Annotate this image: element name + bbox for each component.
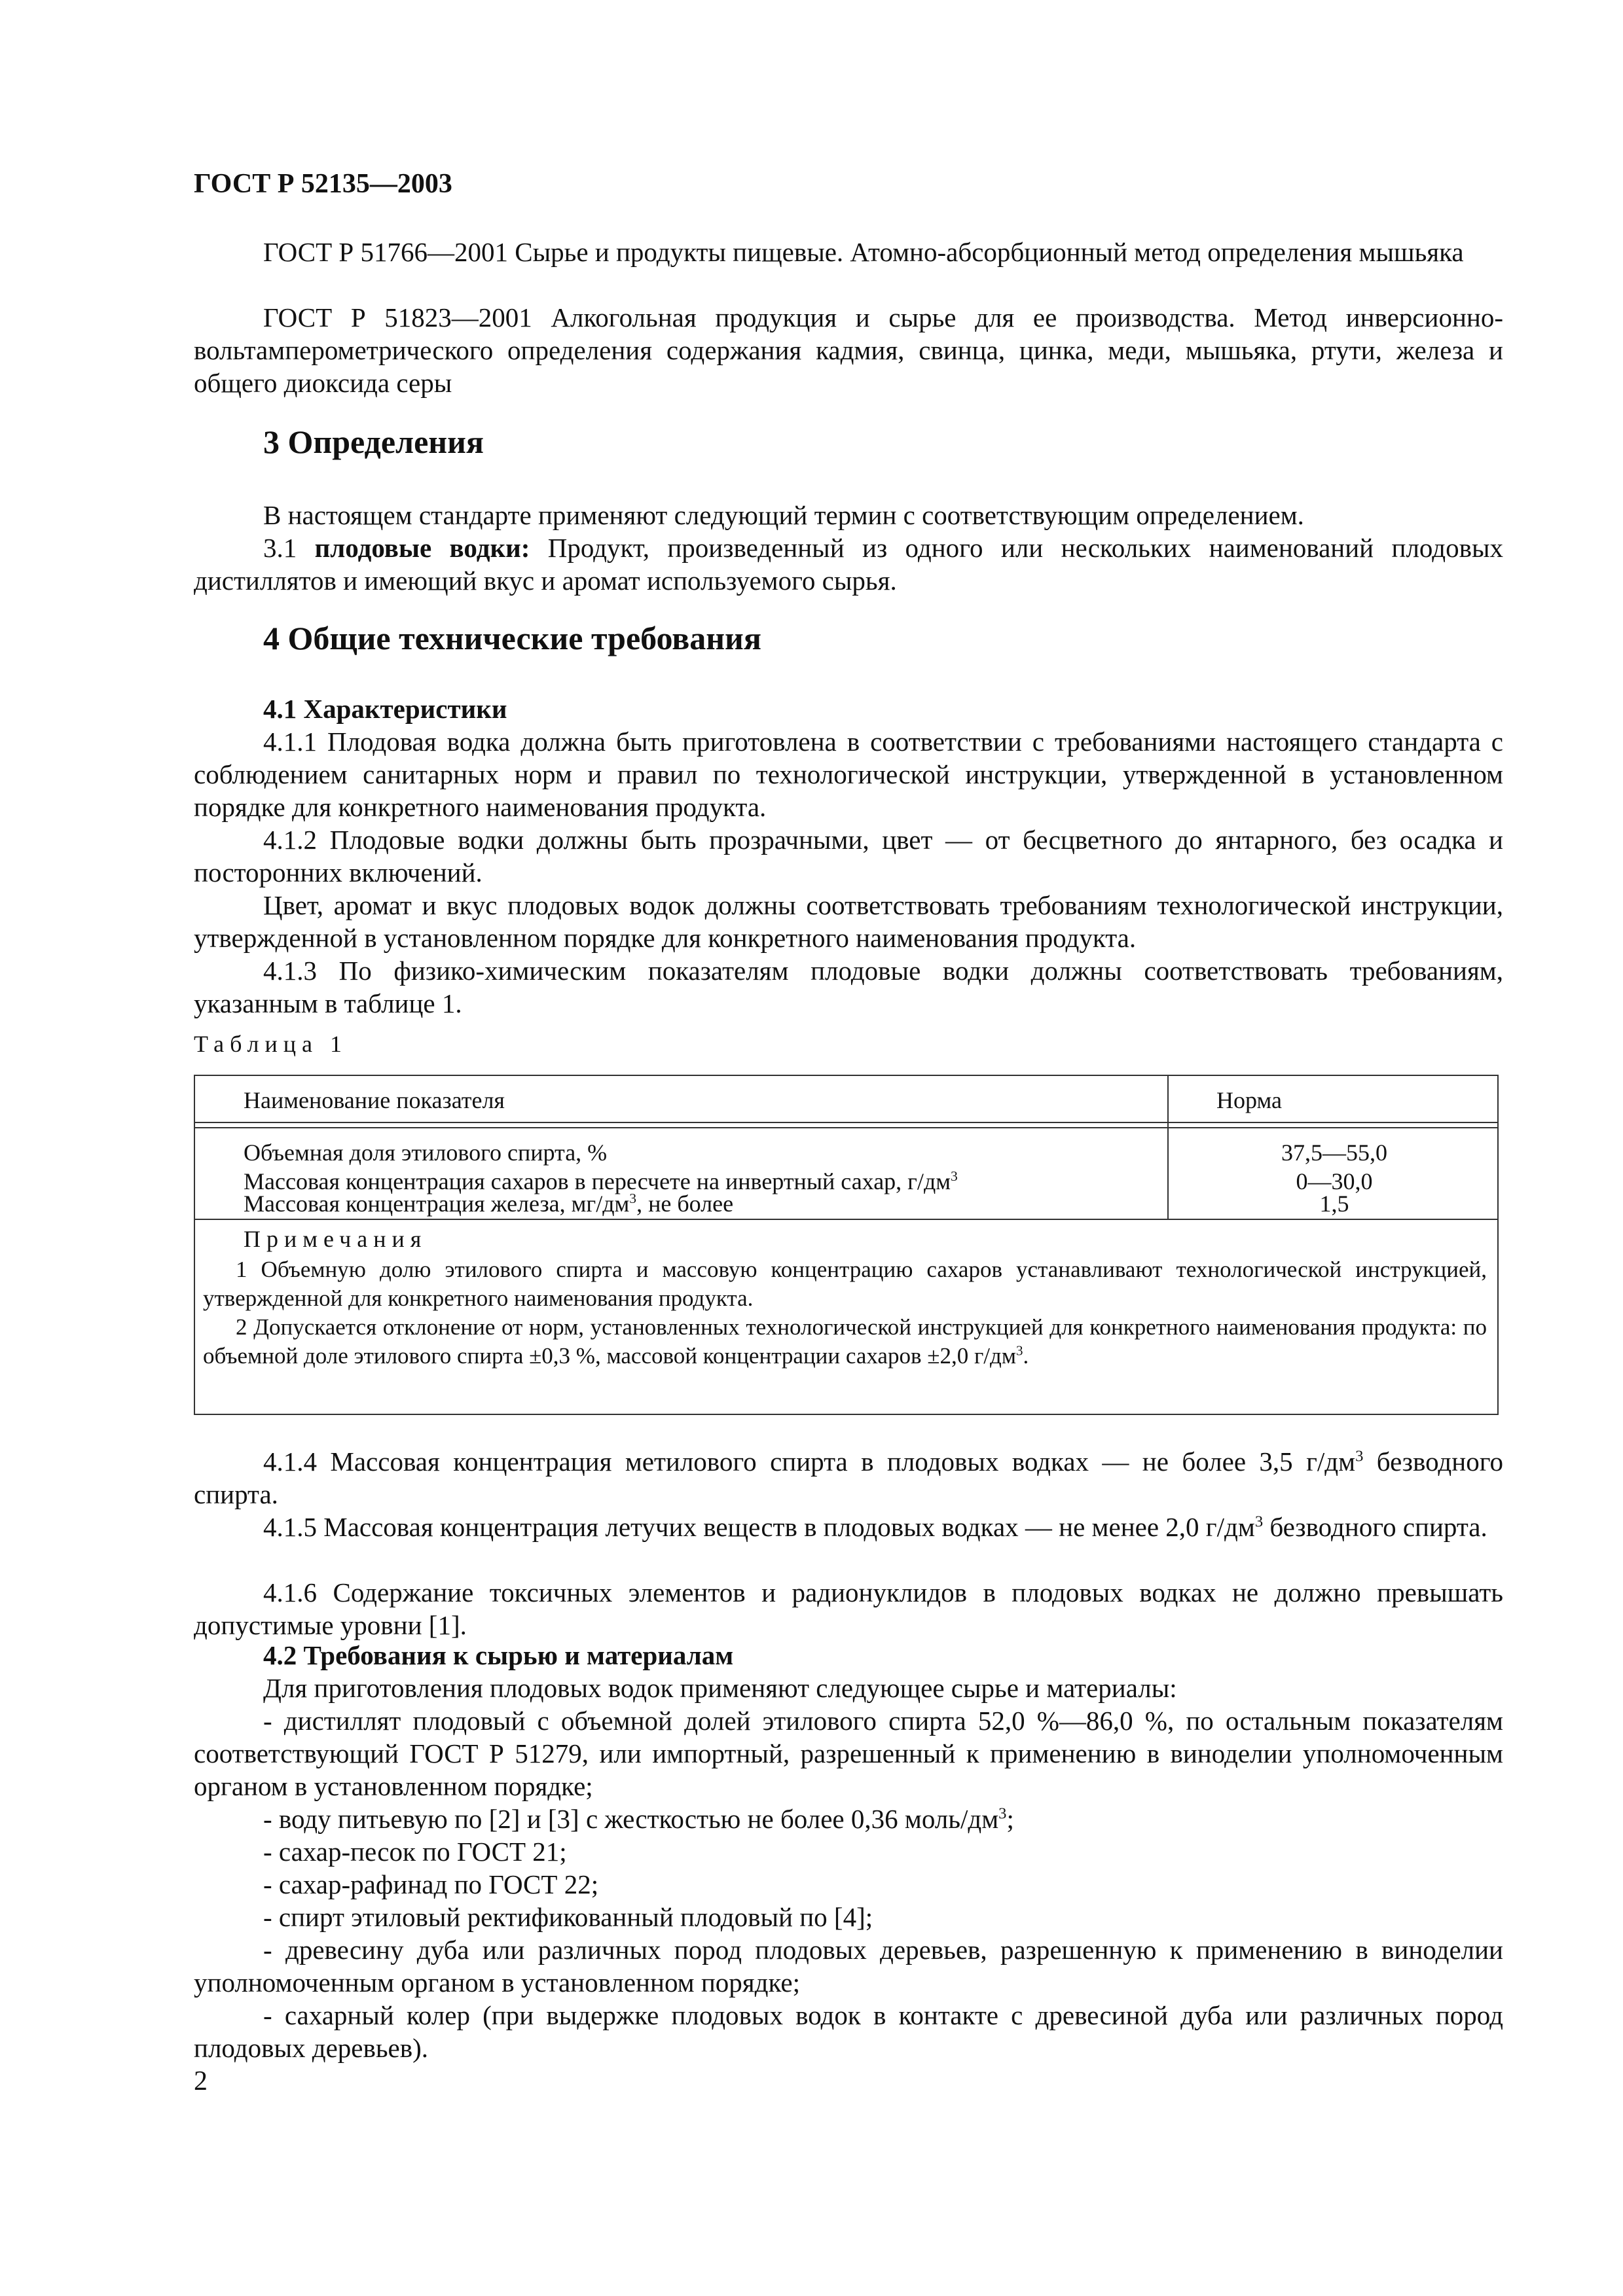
table-row-norm: 37,5—55,0 bbox=[1281, 1139, 1387, 1166]
paragraph-4-1-6: 4.1.6 Содержание токсичных элементов и радионуклидов в плодовых водках не должно превышать допустимые уровни [1]. bbox=[194, 1577, 1503, 1640]
table-col-header-name: Наименование показателя bbox=[244, 1087, 505, 1113]
table-notes-divider bbox=[195, 1219, 1497, 1220]
table-row-name: Массовая концентрация сахаров в пересчете на инвертный сахар, $г/дм^3$ bbox=[244, 1168, 958, 1194]
paragraph-4-1-3: 4.1.3 По физико-химическим показателям плодовые водки должны соответствовать требованиям, указанным в таблице 1. bbox=[194, 956, 1503, 1018]
paragraph-4-2-intro: Для приготовления плодовых водок применяют следующее сырье и материалы: bbox=[263, 1673, 1177, 1703]
definition-term: плодовые водки: bbox=[314, 533, 530, 563]
table-notes-title: Примечания bbox=[244, 1226, 428, 1252]
list-item-spirit: - спирт этиловый ректификованный плодовый по [4]; bbox=[263, 1902, 873, 1932]
ref-gost-51766: ГОСТ Р 51766—2001 Сырье и продукты пищевые. Атомно-абсорбционный метод определения мышьяка bbox=[263, 237, 1464, 267]
table-1 bbox=[194, 1075, 1499, 1415]
list-item-caramel: - сахарный колер (при выдержке плодовых водок в контакте с древесиной дуба или различных пород плодовых деревьев). bbox=[194, 2000, 1503, 2063]
definition-3-1 bbox=[194, 531, 1503, 597]
subsection-4-2-title: 4.2 Требования к сырью и материалам bbox=[263, 1640, 734, 1670]
list-item-wood: - древесину дуба или различных пород плодовых деревьев, разрешенную к применению в виноделии уполномоченным органом в установленном порядке; bbox=[194, 1935, 1503, 1998]
doc-code-header: ГОСТ Р 52135—2003 bbox=[194, 169, 452, 199]
paragraph-4-1-4: 4.1.4 Массовая концентрация метилового спирта в плодовых водках — не более 3,5 $г/дм^3$ безводного спирта. bbox=[194, 1446, 1503, 1509]
ref-gost-51823: ГОСТ Р 51823—2001 Алкогольная продукция и сырье для ее производства. Метод инверсионно-вольтамперометрического определения содержания кадмия, свинца, цинка, меди, мышьяка, ртути, железа и общего диоксида серы bbox=[194, 302, 1503, 398]
list-item-distillate: - дистиллят плодовый с объемной долей этилового спирта 52,0 %—86,0 %, по остальным показателям соответствующий ГОСТ Р 51279, или импортный, разрешенный к применению в виноделии уполномоченным органом в установленном порядке; bbox=[194, 1706, 1503, 1801]
section-3-title: 3 Определения bbox=[263, 423, 484, 460]
table-row-name: Массовая концентрация железа, $мг/дм^3$, не более bbox=[244, 1191, 734, 1217]
table-header-divider bbox=[195, 1122, 1497, 1123]
table-col-header-norm: Норма bbox=[1216, 1087, 1282, 1113]
paragraph-4-1-2: 4.1.2 Плодовые водки должны быть прозрачными, цвет — от бесцветного до янтарного, без осадка и посторонних включений. bbox=[194, 825, 1503, 888]
subsection-4-1-title: 4.1 Характеристики bbox=[263, 694, 507, 724]
table-note-2: 2 Допускается отклонение от норм, установленных технологической инструкцией для конкретного наименования продукта: по объемной доле этилового спирта ±0,3 %, массовой концентрации сахаров ±2,0 $г/дм^3$. bbox=[203, 1314, 1487, 1369]
paragraph-4-1-2-b: Цвет, аромат и вкус плодовых водок должны соответствовать требованиям технологической инструкции, утвержденной в установленном порядке для конкретного наименования продукта. bbox=[194, 890, 1503, 953]
table-row-norm: 1,5 bbox=[1319, 1191, 1349, 1217]
list-item-sugar-refined: - сахар-рафинад по ГОСТ 22; bbox=[263, 1869, 599, 1899]
table-header-divider-double bbox=[195, 1127, 1497, 1128]
section-3-intro: В настоящем стандарте применяют следующий термин с соответствующим определением. bbox=[263, 500, 1304, 530]
table-note-1: 1 Объемную долю этилового спирта и массовую концентрацию сахаров устанавливают технологической инструкцией, утвержденной для конкретного наименования продукта. bbox=[203, 1257, 1487, 1311]
table-caption: Таблица 1 bbox=[194, 1031, 348, 1057]
paragraph-4-1-1: 4.1.1 Плодовая водка должна быть приготовлена в соответствии с требованиями настоящего стандарта с соблюдением санитарных норм и правил по технологической инструкции, утвержденной в установленном порядке для конкретного наименования продукта. bbox=[194, 726, 1503, 822]
table-row-norm: 0—30,0 bbox=[1296, 1168, 1373, 1194]
list-item-water: - воду питьевую по [2] и [3] с жесткостью не более 0,36 моль/$дм^3$; bbox=[263, 1804, 1014, 1834]
paragraph-4-1-5: 4.1.5 Массовая концентрация летучих веществ в плодовых водках — не менее 2,0 $г/дм^3$ безводного спирта. bbox=[263, 1512, 1487, 1542]
list-item-sugar-sand: - сахар-песок по ГОСТ 21; bbox=[263, 1837, 567, 1867]
section-4-title: 4 Общие технические требования bbox=[263, 620, 761, 656]
definition-text: Продукт, произведенный из одного или нескольких наименований плодовых дистиллятов и имеющий вкус и аромат используемого сырья. bbox=[194, 533, 1503, 596]
page-number: 2 bbox=[194, 2066, 208, 2096]
definition-number: 3.1 bbox=[263, 533, 315, 563]
table-row-name: Объемная доля этилового спирта, % bbox=[244, 1139, 608, 1166]
